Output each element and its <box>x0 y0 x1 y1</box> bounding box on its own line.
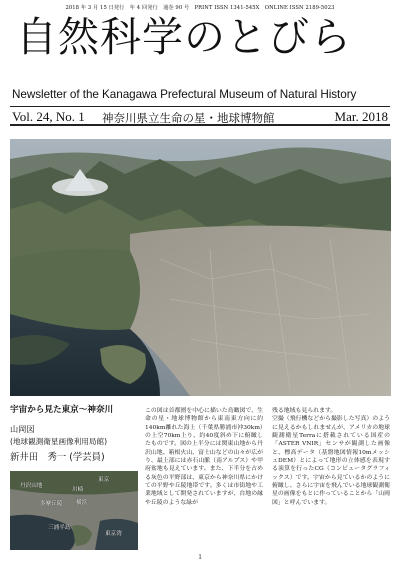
labeled-overview-map <box>10 471 138 550</box>
article-title: 宇宙から見た東京〜神奈川 <box>10 405 114 415</box>
volume-number: Vol. 24, No. 1 <box>12 109 85 124</box>
map-label: 川崎 <box>72 487 84 493</box>
article-body-column-1: この図は首都圏を中心に描いた鳥瞰図で、生命の星・地球博物館から東南東方向に約140km離れた海上（千葉県勝浦市沖30km）の上空70km上り、約40度斜め下に俯瞰したものです。図の上半分には関東山地から丹沢山地、箱根火山、富士山などの山々が広がり、最上部には赤石山脈（南アルプス）や甲府盆地も見えています。また、下半分を占める灰色の平野部は、東京から神奈川県にかけての平野や丘陵地帯です。多くは市街地や工業地域として開発されていますが、台地の縁や丘陵のような緑が <box>145 408 263 506</box>
map-label: 丹沢山地 <box>20 483 43 489</box>
map-label: 三浦半島 <box>48 525 71 531</box>
issue-date: Mar. 2018 <box>334 109 388 124</box>
article-subtitle-note: (地球観測衛星画像利用局館) <box>10 437 108 446</box>
english-subtitle: Newsletter of the Kanagawa Prefectural Museum of Natural History <box>12 88 357 101</box>
museum-name: 神奈川県立生命の星・地球博物館 <box>102 111 275 125</box>
map-label: 多摩丘陵 <box>40 501 63 507</box>
satellite-bird-view-image <box>10 139 391 396</box>
article-author: 新井田 秀一 (学芸員) <box>10 452 105 463</box>
map-label: 東京 <box>98 477 110 483</box>
map-label: 東京湾 <box>105 531 122 537</box>
masthead-title: 自然科学のとびら <box>16 13 352 61</box>
page-number: 1 <box>198 553 202 561</box>
publication-info-line: 2018 年 3 月 15 日発行 年 4 回発行 通巻 90 号 PRINT ISSN 1341-545X ONLINE ISSN 2189-5023 <box>65 5 335 11</box>
map-label: 横浜 <box>76 500 88 506</box>
article-subtitle: 山岡図 <box>10 424 35 434</box>
article-body-column-2: 残る地域も見られます。 空撮（飛行機などから撮影した写真）のように見えるかもしれませんが、アメリカの地球観測衛星Terraに搭載されている国産の「ASTER VNIR」センサが観測した画像と、標高データ（基盤地図情報10mメッシュDEM）とによって地形の立体感を表現する演算を行ったCG（コンピュータグラフィックス）です。宇宙から見ているかのように俯瞰し、さらに宇宙を飛んでいる地球観測衛星の画像をもとに作っていることから「山岡図」と呼んでいます。 <box>272 408 390 506</box>
issue-bar <box>10 106 390 126</box>
